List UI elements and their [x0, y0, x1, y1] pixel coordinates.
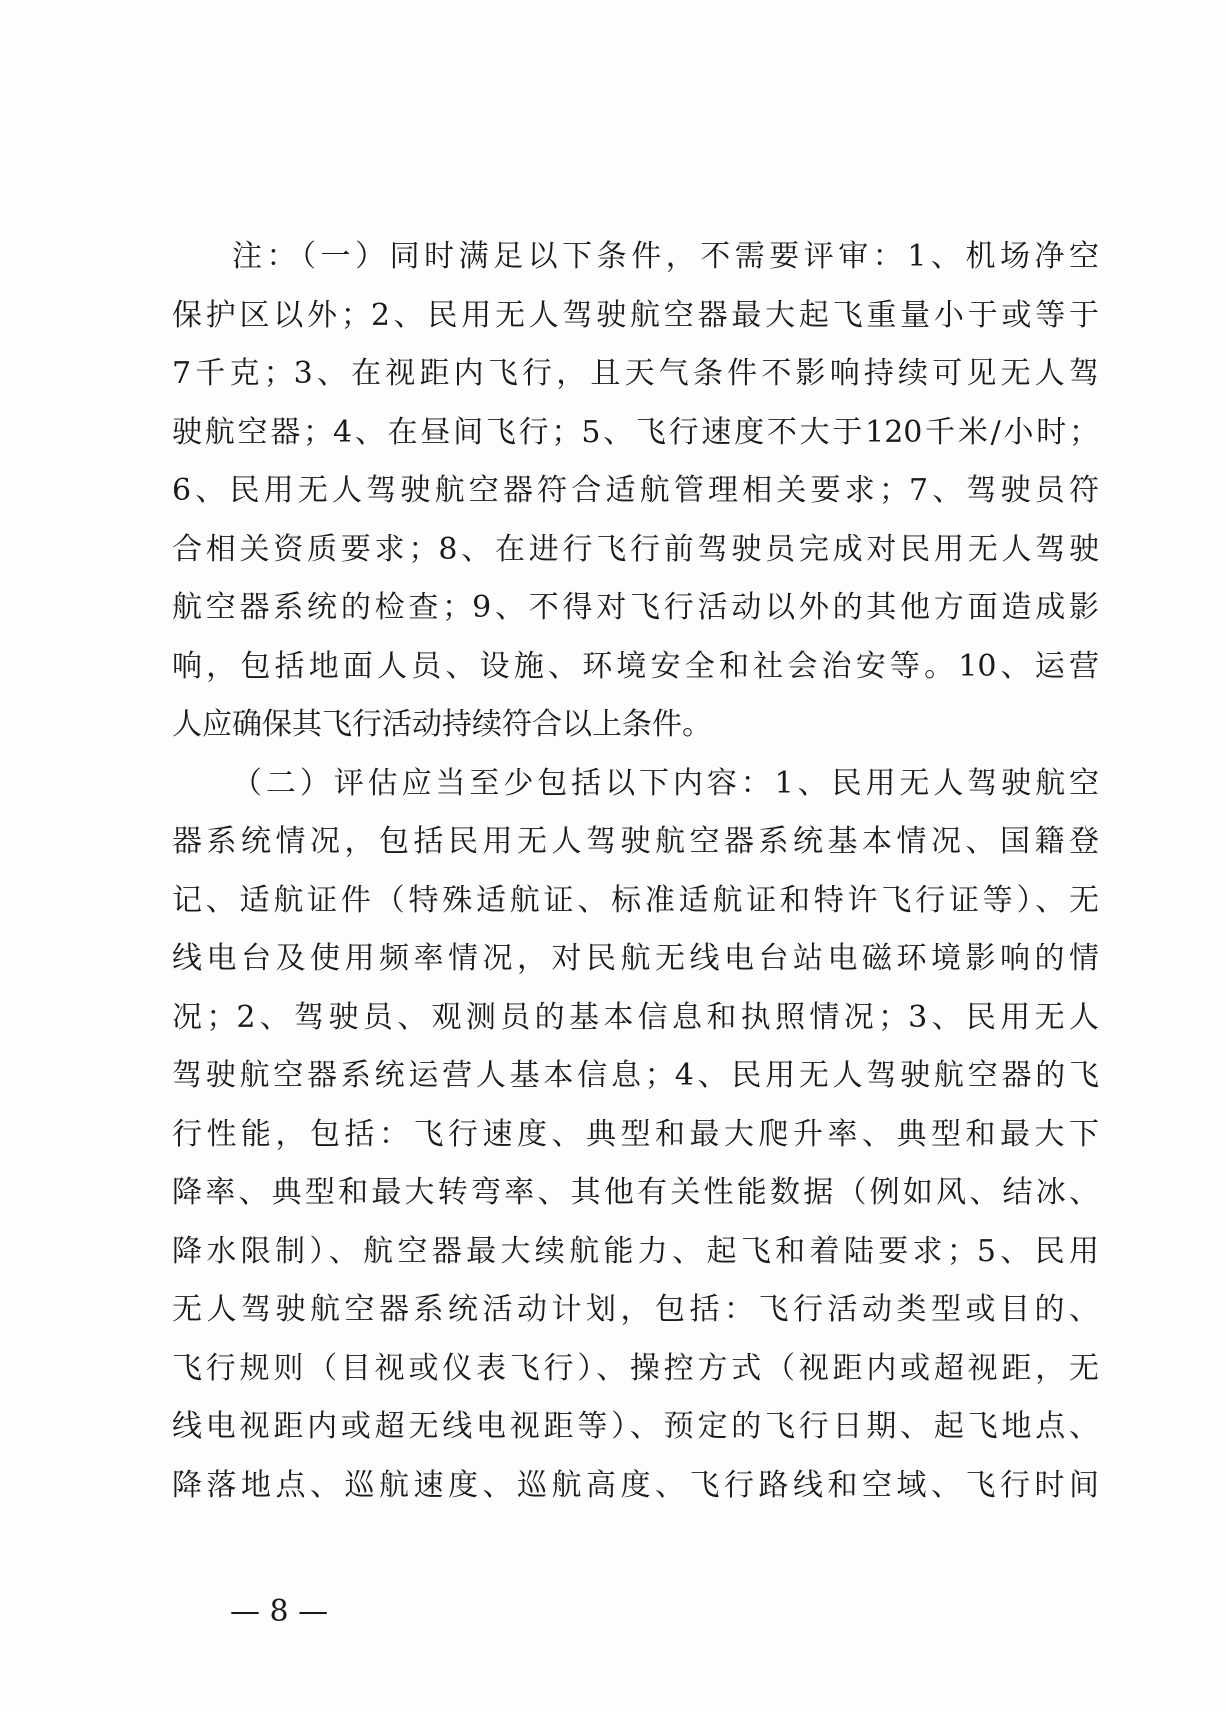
paragraph-2-line-13: 降落地点、巡航速度、巡航高度、飞行路线和空域、飞行时间: [172, 1467, 1099, 1503]
paragraph-1-line-5: 6、民用无人驾驶航空器符合适航管理相关要求；7、驾驶员符: [172, 473, 1099, 508]
paragraph-2-line-11: 飞行规则（目视或仪表飞行）、操控方式（视距内或超视距，无: [172, 1350, 1099, 1386]
paragraph-1-line-1: 注：（一）同时满足以下条件，不需要评审：1、机场净空: [232, 239, 1099, 274]
paragraph-1-line-3: 7千克；3、在视距内飞行，且天气条件不影响持续可见无人驾: [172, 356, 1099, 391]
paragraph-1-line-9: 人应确保其飞行活动持续符合以上条件。: [172, 707, 712, 742]
document-body: [172, 228, 1099, 1515]
paragraph-1-line-8: 响，包括地面人员、设施、环境安全和社会治安等。10、运营: [172, 648, 1099, 684]
paragraph-2-line-2: 器系统情况，包括民用无人驾驶航空器系统基本情况、国籍登: [172, 824, 1099, 859]
paragraph-2-line-4: 线电台及使用频率情况，对民航无线电台站电磁环境影响的情: [172, 941, 1099, 976]
paragraph-2-line-9: 降水限制）、航空器最大续航能力、起飞和着陆要求；5、民用: [172, 1233, 1099, 1269]
paragraph-2-line-7: 行性能，包括：飞行速度、典型和最大爬升率、典型和最大下: [172, 1116, 1099, 1152]
paragraph-2-line-3: 记、适航证件（特殊适航证、标准适航证和特许飞行证等）、无: [172, 882, 1099, 918]
paragraph-1-line-6: 合相关资质要求；8、在进行飞行前驾驶员完成对民用无人驾驶: [172, 531, 1099, 567]
paragraph-1-line-7: 航空器系统的检查；9、不得对飞行活动以外的其他方面造成影: [172, 590, 1099, 625]
page-number: — 8 —: [230, 1594, 329, 1629]
paragraph-2-line-6: 驾驶航空器系统运营人基本信息；4、民用无人驾驶航空器的飞: [172, 1058, 1099, 1093]
paragraph-2-line-10: 无人驾驶航空器系统活动计划，包括：飞行活动类型或目的、: [172, 1292, 1099, 1327]
paragraph-2-line-8: 降率、典型和最大转弯率、其他有关性能数据（例如风、结冰、: [172, 1175, 1099, 1210]
paragraph-2-line-12: 线电视距内或超无线电视距等）、预定的飞行日期、起飞地点、: [172, 1409, 1099, 1444]
paragraph-2-line-1: （二）评估应当至少包括以下内容：1、民用无人驾驶航空: [232, 765, 1099, 801]
paragraph-1-line-2: 保护区以外；2、民用无人驾驶航空器最大起飞重量小于或等于: [172, 297, 1099, 333]
paragraph-1-line-4: 驶航空器；4、在昼间飞行；5、飞行速度不大于120千米/小时；: [172, 414, 1099, 450]
paragraph-2-line-5: 况；2、驾驶员、观测员的基本信息和执照情况；3、民用无人: [172, 999, 1099, 1035]
